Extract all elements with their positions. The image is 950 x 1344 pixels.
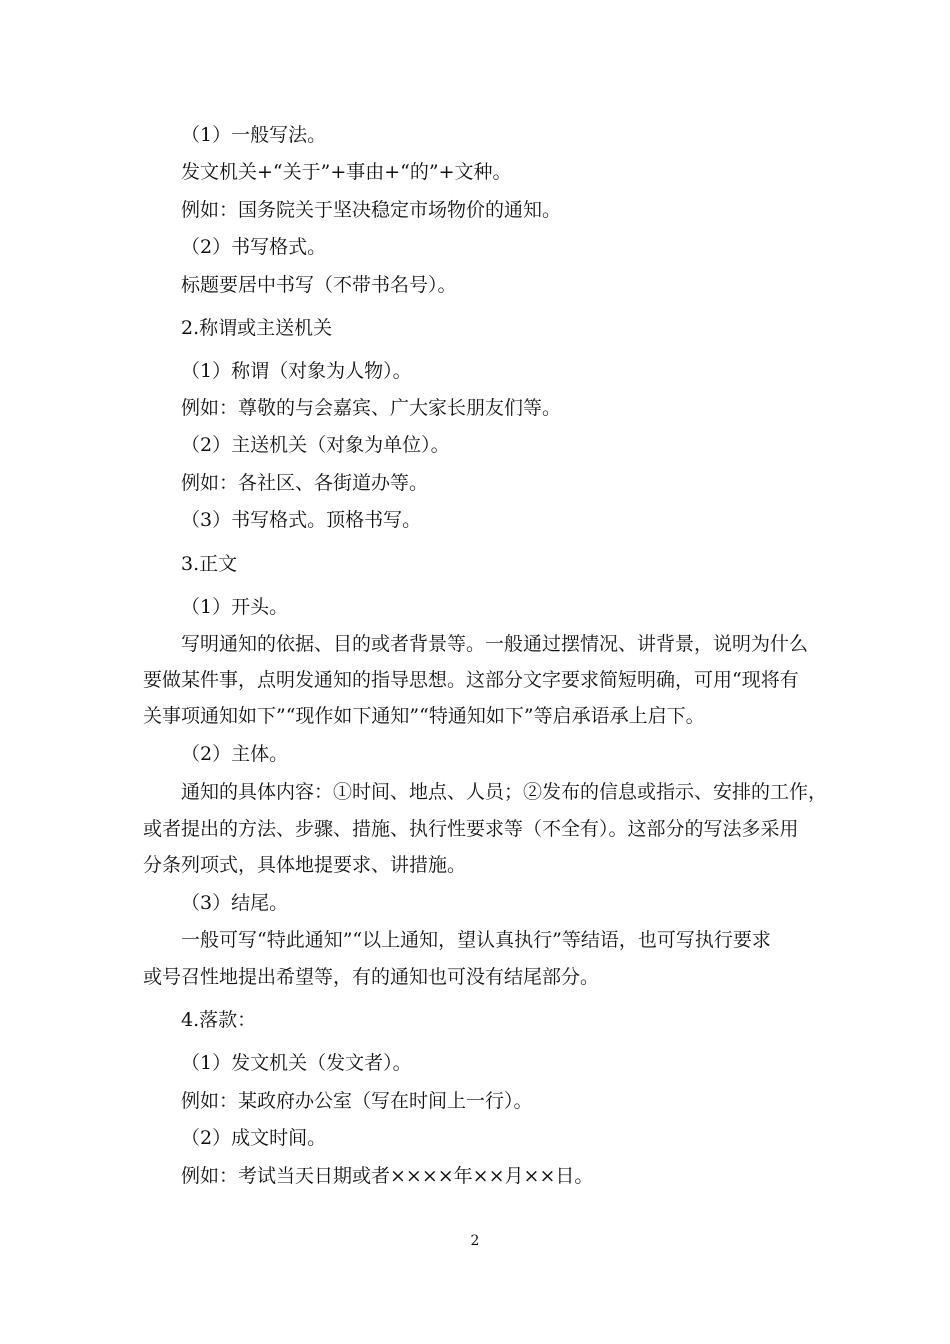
date-example-text: 例如：考试当天日期或者××××年××月××日。 [181,1165,594,1187]
section-heading-signature: 4.落款： [181,1009,257,1031]
heading-opening: （1）开头。 [181,596,289,618]
recipient-example-text: 例如：各社区、各街道办等。 [181,472,429,494]
main-body-paragraph-line-1: 通知的具体内容：①时间、地点、人员；②发布的信息或指示、安排的工作， [181,781,828,803]
page-number: 2 [470,1233,480,1249]
heading-general-writing: （1）一般写法。 [181,124,327,146]
opening-paragraph-line-2: 要做某件事，点明发通知的指导思想。这部分文字要求简短明确，可用“现将有 [143,669,799,691]
section-heading-body: 3.正文 [181,553,238,575]
heading-title-format: （2）书写格式。 [181,236,327,258]
ending-paragraph-line-1: 一般可写“特此通知”“以上通知，望认真执行”等结语，也可写执行要求 [181,929,771,951]
opening-paragraph-line-1: 写明通知的依据、目的或者背景等。一般通过摆情况、讲背景，说明为什么 [181,633,809,655]
heading-issuing-authority: （1）发文机关（发文者）。 [181,1052,412,1074]
opening-paragraph-line-3: 关事项通知如下”“现作如下通知”“特通知如下”等启承语承上启下。 [143,705,705,727]
main-body-paragraph-line-2: 或者提出的方法、步骤、措施、执行性要求等（不全有）。这部分的写法多采用 [143,818,799,840]
title-format-text: 标题要居中书写（不带书名号）。 [181,274,457,296]
main-body-paragraph-line-3: 分条列项式，具体地提要求、讲措施。 [143,854,467,876]
heading-issue-date: （2）成文时间。 [181,1127,327,1149]
section-heading-salutation: 2.称谓或主送机关 [181,317,333,339]
title-example-text: 例如：国务院关于坚决稳定市场物价的通知。 [181,199,562,221]
authority-example-text: 例如：某政府办公室（写在时间上一行）。 [181,1090,533,1112]
heading-salutation: （1）称谓（对象为人物）。 [181,360,412,382]
title-formula-text: 发文机关+“关于”+事由+“的”+文种。 [181,161,512,183]
heading-main-body: （2）主体。 [181,743,289,765]
salutation-example-text: 例如：尊敬的与会嘉宾、广大家长朋友们等。 [181,397,562,419]
heading-ending: （3）结尾。 [181,892,289,914]
heading-main-recipient: （2）主送机关（对象为单位）。 [181,434,450,456]
heading-recipient-format: （3）书写格式。顶格书写。 [181,509,422,531]
ending-paragraph-line-2: 或号召性地提出希望等，有的通知也可没有结尾部分。 [143,966,600,988]
